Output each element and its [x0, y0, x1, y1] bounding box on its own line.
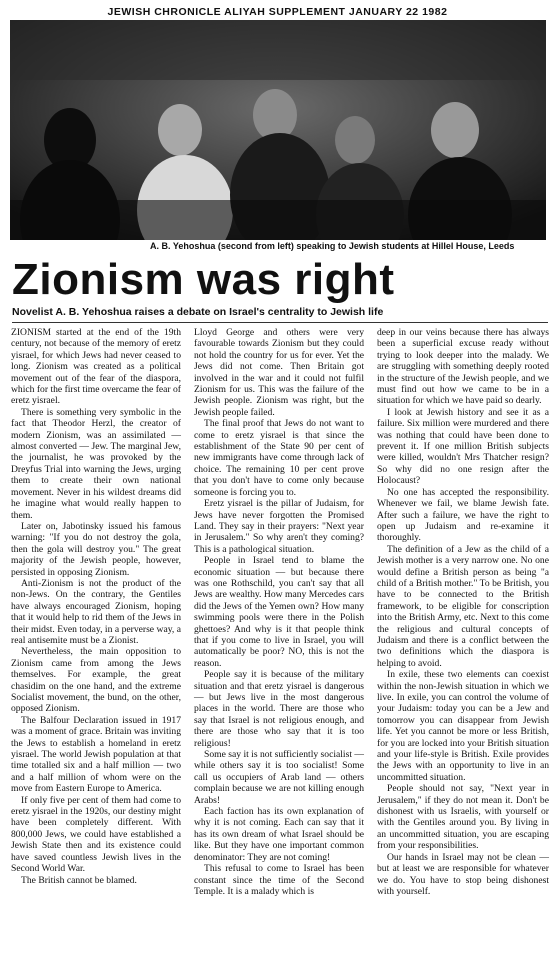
article-column-2	[194, 327, 364, 897]
paragraph: Later on, Jabotinsky issued his famous warning: "If you do not destroy the gola, then the gola will destroy you." The great majority of the Jewish people, however, persisted in opposing Zionism.	[11, 520, 181, 578]
paragraph: The Balfour Declaration issued in 1917 was a moment of grace. Britain was inviting the Jews to establish a homeland in eretz yisrael. The world Jewish population at that time totalled six and a half million — two and a half million of whom were on the move from Eastern Europe to America.	[11, 714, 181, 795]
paragraph: The British cannot be blamed.	[21, 874, 137, 886]
page-header: JEWISH CHRONICLE ALIYAH SUPPLEMENT JANUARY 22 1982	[107, 6, 448, 18]
headline: Zionism was right	[12, 255, 395, 304]
paragraph: Nevertheless, the main opposition to Zionism came from among the Jews themselves. For example, the great chasidim on the one hand, and the extreme Socialist movement, the bund, on the other, opposed Zionism.	[11, 646, 181, 715]
paragraph: There is something very symbolic in the fact that Theodor Herzl, the creator of modern Zionism, was an assimilated — almost converted — Jew. The marginal Jew, the journalist, he was provoked by the Dreyfus Trial into warning the Jews, urging them to create their own national movement. Never in his wildest dreams did he imagine what would really happen to them.	[11, 406, 181, 521]
article-column-1	[11, 327, 181, 886]
subheadline: Novelist A. B. Yehoshua raises a debate on Israel's centrality to Jewish life	[12, 306, 384, 318]
paragraph: The final proof that Jews do not want to come to eretz yisrael is that since the establishment of the State 90 per cent of new immigrants have come through lack of choice. The remaining 10 per cent prove that you don't have to come only because someone is forcing you to.	[194, 418, 364, 498]
paragraph: Our hands in Israel may not be clean — but at least we are responsible for whatever we do. You have to stop being dishonest with yourself.	[377, 851, 549, 897]
paragraph: I look at Jewish history and see it as a failure. Six million were murdered and there was nothing that could have been done to prevent it. If one million British subjects were killed, wouldn't Mrs Thatcher resign? So why did no one resign after the Holocaust?	[377, 406, 549, 487]
paragraph: In exile, these two elements can coexist within the non-Jewish situation in which we live. In exile, you can control the volume of your Judaism: today you can be a Jew and tomorrow you can disappear from Jewish life. Yet you cannot be more or less British, for you are locked into your British situation and your life-style is British. Exile provides the Jews with an opportunity to live in an uncommitted situation.	[377, 669, 549, 783]
paragraph: ZIONISM started at the end of the 19th century, not because of the memory of eretz yisrael, for which Jews had never ceased to long. Zionism was created as a political movement out of the fear of the diaspora, which for the first time overcame the fear of eretz yisrael.	[11, 327, 181, 407]
article-column-3	[377, 327, 549, 897]
paragraph: No one has accepted the responsibility. Whenever we fail, we blame Jewish fate. After such a failure, we have the right to open up Judaism and re-examine it thoroughly.	[377, 486, 549, 544]
paragraph: Lloyd George and others were very favourable towards Zionism but they could not hold the country for us for ever. Yet the Jews did not come. Then Britain got involved in the war and it could not fulfil Zionism for us. This was the failure of the Jewish people. Zionism was right, but the Jewish people failed.	[194, 327, 364, 418]
paragraph: This refusal to come to Israel has been constant since the time of the Second Temple. It is a malady which is	[194, 863, 364, 897]
paragraph: Each faction has its own explanation of why it is not coming. Each can say that it has its own dream of what Israel should be like. But they have one important common denominator: They are not coming!	[194, 806, 364, 863]
paragraph: The definition of a Jew as the child of a Jewish mother is a very narrow one. No one would define a British person as being "a child of a British mother." To be British, you have to be connected to the British framework, to be eligible for conscription into the British Army, etc. Next to this come the religious and cultural concepts of Judaism and there is a conflict between the two definitions which the diaspora is helping to avoid.	[377, 543, 549, 669]
divider	[12, 322, 548, 323]
photo-caption: A. B. Yehoshua (second from left) speaking to Jewish students at Hillel House, Leeds	[150, 241, 515, 251]
paragraph: If only five per cent of them had come to eretz yisrael in the 1920s, our destiny might have been completely different. With 800,000 Jews, we could have established a Jewish State then and its existence could have saved countless Jewish lives in the Second World War.	[11, 794, 181, 875]
paragraph: People should not say, "Next year in Jerusalem," if they do not mean it. Don't be dishonest with us Israelis, with yourself or with the Gentiles around you. By living in an uncommitted situation, you are escaping from your responsibilities.	[377, 783, 549, 852]
paragraph: Eretz yisrael is the pillar of Judaism, for Jews have never forgotten the Promised Land. They say in their prayers: "Next year in Jerusalem." So why aren't they coming? This is a pathological situation.	[194, 498, 364, 555]
paragraph: People in Israel tend to blame the economic situation — but because there was one Rothschild, you can't say that all Jews are wealthy. How many Mercedes cars did the Jews of the Yemen own? How many swimming pools were there in the Polish ghettoes? And why is it that people think that if you come to live in Israel, you will automatically be poor? NO, this is not the reason.	[194, 555, 364, 669]
paragraph: deep in our veins because there has always been a superficial excuse ready without trying to look deeper into the malady. We are struggling with something deeply rooted in the structure of the Jewish people, and we must find out how we came to be in a situation for which we have paid so dearly.	[377, 327, 549, 407]
paragraph: Anti-Zionism is not the product of the non-Jews. On the contrary, the Gentiles have always encouraged Zionism, hoping that it would help to rid them of the Jews in their midst. Even today, in a perverse way, a real antisemite must be a Zionist.	[11, 577, 181, 646]
paragraph: People say it is because of the military situation and that eretz yisrael is dangerous — but Jews live in the most dangerous places in the world. There are those who say that Israel is not religious enough, and there are those who say that it is too religious!	[194, 669, 364, 749]
photo	[10, 20, 546, 240]
paragraph: Some say it is not sufficiently socialist — while others say it is too socialist! Some call us occupiers of Arab land — others complain because we are not killing enough Arabs!	[194, 749, 364, 806]
